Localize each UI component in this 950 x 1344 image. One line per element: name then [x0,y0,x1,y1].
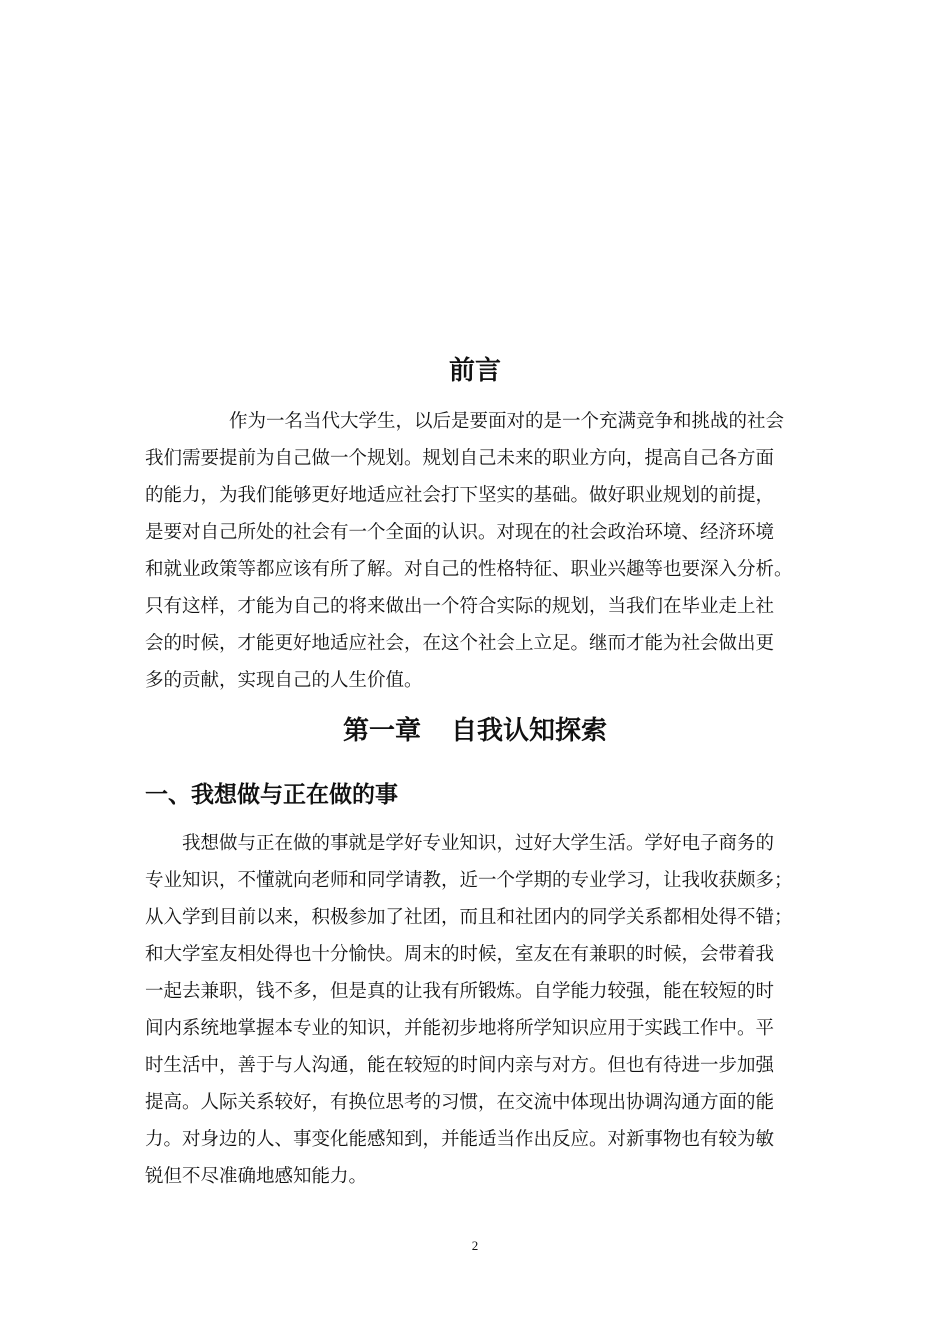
section-line-5: 一起去兼职，钱不多，但是真的让我有所锻炼。自学能力较强，能在较短的时 [145,981,775,1002]
section-line-9: 力。对身边的人、事变化能感知到，并能适当作出反应。对新事物也有较为敏 [145,1129,775,1150]
preface-line-2: 我们需要提前为自己做一个规划。规划自己未来的职业方向，提高自己各方面 [145,448,775,469]
page-number: 2 [471,1238,479,1253]
section-line-3: 从入学到目前以来，积极参加了社团，而且和社团内的同学关系都相处得不错； [145,907,793,928]
section-title: 一、我想做与正在做的事 [145,782,398,808]
chapter-heading [0,708,950,754]
section-line-10: 锐但不尽准确地感知能力。 [145,1166,368,1187]
preface-line-7: 会的时候，才能更好地适应社会，在这个社会上立足。继而才能为社会做出更 [145,633,775,654]
preface-line-4: 是要对自己所处的社会有一个全面的认识。对现在的社会政治环境、经济环境 [145,522,775,543]
chapter-number: 第一章 [342,716,421,746]
preface-line-1: 作为一名当代大学生，以后是要面对的是一个充满竞争和挑战的社会 [229,411,785,432]
section-line-2: 专业知识，不懂就向老师和同学请教，近一个学期的专业学习，让我收获颇多； [145,870,793,891]
section-line-6: 间内系统地掌握本专业的知识，并能初步地将所学知识应用于实践工作中。平 [145,1018,775,1039]
preface-line-6: 只有这样，才能为自己的将来做出一个符合实际的规划，当我们在毕业走上社 [145,596,775,617]
section-line-1: 我想做与正在做的事就是学好专业知识，过好大学生活。学好电子商务的 [182,833,775,854]
preface-line-8: 多的贡献，实现自己的人生价值。 [145,670,423,691]
section-line-4: 和大学室友相处得也十分愉快。周末的时候，室友在有兼职的时候，会带着我 [145,944,775,965]
section-line-8: 提高。人际关系较好，有换位思考的习惯，在交流中体现出协调沟通方面的能 [145,1092,775,1113]
chapter-title: 自我认知探索 [451,716,608,746]
preface-title: 前言 [448,356,501,386]
section-line-7: 时生活中，善于与人沟通，能在较短的时间内亲与对方。但也有待进一步加强 [145,1055,775,1076]
preface-line-5: 和就业政策等都应该有所了解。对自己的性格特征、职业兴趣等也要深入分析。 [145,559,793,580]
preface-line-3: 的能力，为我们能够更好地适应社会打下坚实的基础。做好职业规划的前提， [145,485,775,506]
